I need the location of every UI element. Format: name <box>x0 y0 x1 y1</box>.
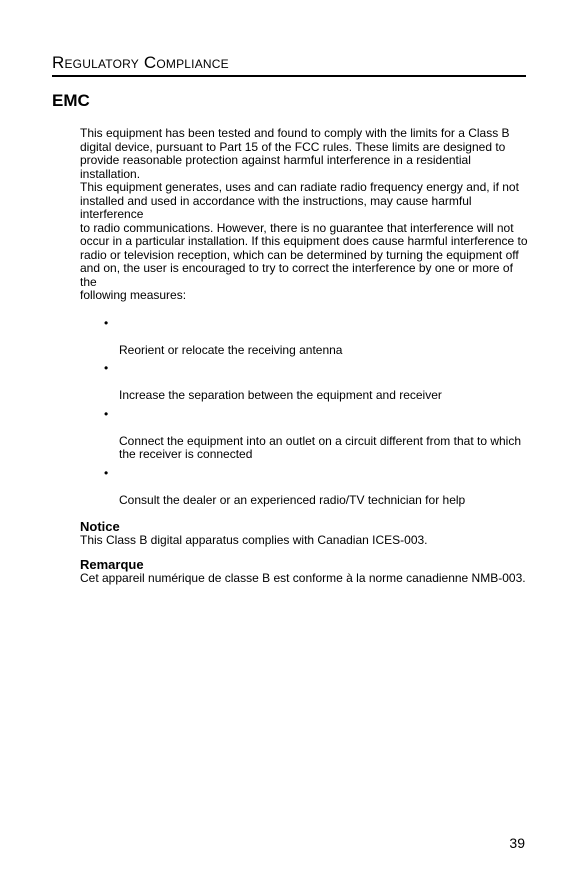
remarque-heading: Remarque <box>80 556 144 572</box>
list-item <box>80 408 528 462</box>
list-item <box>80 317 528 358</box>
list-item-text: Reorient or relocate the receiving antenna <box>119 342 343 357</box>
notice-section <box>80 519 528 548</box>
list-item-text: Consult the dealer or an experienced radio/TV technician for help <box>119 492 466 507</box>
document-body <box>80 127 528 585</box>
remarque-section <box>80 557 528 586</box>
page-header: Regulatory Compliance <box>52 52 526 77</box>
emc-paragraph: This equipment has been tested and found to comply with the limits for a Class B digital device, pursuant to Part 15 of the FCC rules. These limits are designed to provide reasonable protection against harmful interference in a residential installation. This equipment generates, uses and can radiate radio frequency energy and, if not installed and used in accordance with the instructions, may cause harmful interference to radio communications. However, there is no guarantee that interference will not occur in a particular installation. If this equipment does cause harmful interference to radio or television reception, which can be determined by turning the equipment off and on, the user is encouraged to try to correct the interference by one or more of the following measures: <box>80 126 528 302</box>
notice-heading: Notice <box>80 519 120 534</box>
measures-list <box>80 317 528 508</box>
list-item <box>80 467 528 508</box>
bullet-icon: • <box>104 315 109 330</box>
bullet-icon: • <box>104 361 109 375</box>
list-item-text: Connect the equipment into an outlet on a circuit different from that to which the receiver is connected <box>119 433 522 461</box>
remarque-text: Cet appareil numérique de classe B est conforme à la norme canadienne NMB-003. <box>80 570 526 585</box>
notice-text: This Class B digital apparatus complies with Canadian ICES-003. <box>80 533 428 547</box>
section-title: EMC <box>52 91 90 110</box>
list-item <box>80 362 528 403</box>
bullet-icon: • <box>104 465 109 480</box>
list-item-text: Increase the separation between the equipment and receiver <box>119 388 442 402</box>
page-number: 39 <box>509 835 525 851</box>
bullet-icon: • <box>104 406 109 421</box>
